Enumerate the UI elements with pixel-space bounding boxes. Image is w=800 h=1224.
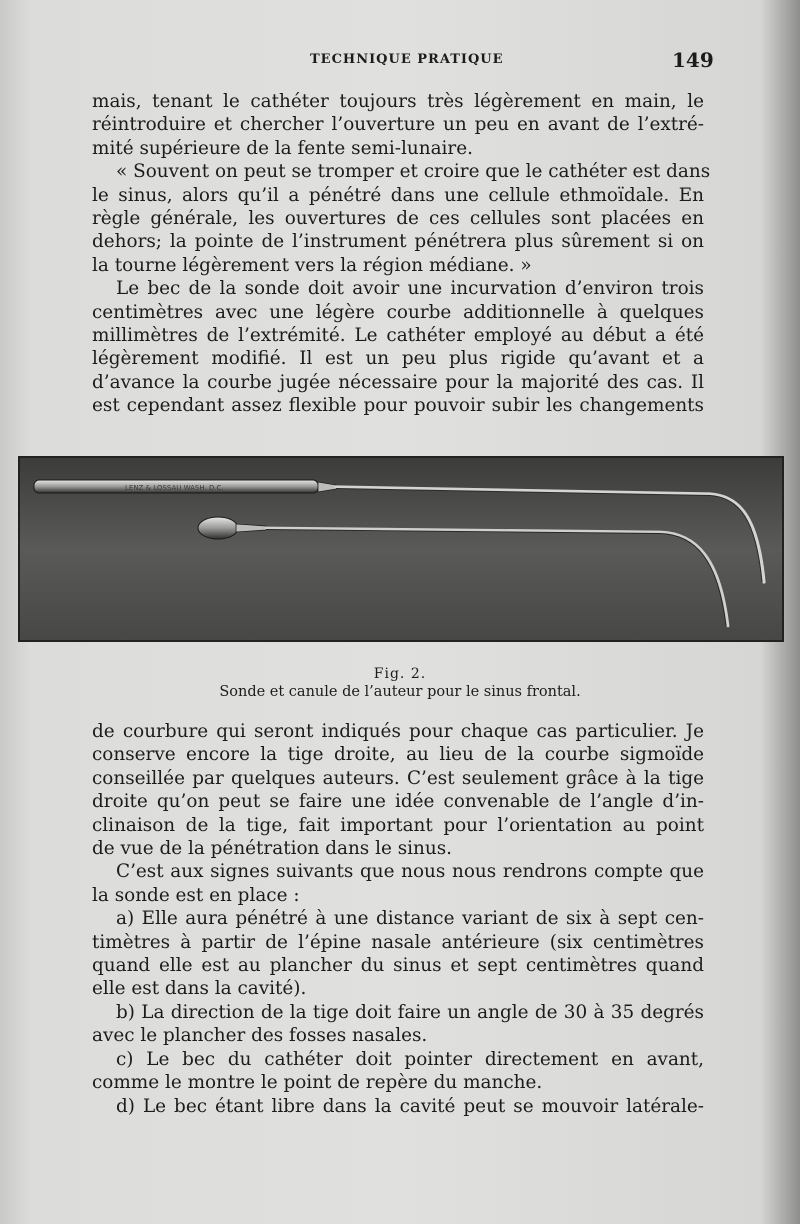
text-line: la tourne légèrement vers la région médiane. » — [92, 254, 532, 276]
text-line: mité supérieure de la fente semi-lunaire. — [92, 137, 473, 159]
text-line: elle est dans la cavité). — [92, 978, 307, 1000]
running-title: TECHNIQUE PRATIQUE — [310, 52, 504, 67]
text-line: centimètres avec une légère courbe additionnelle à quelques — [92, 301, 704, 323]
text-line: conserve encore la tige droite, au lieu de la courbe sigmoïde — [92, 744, 704, 766]
text-line: mais, tenant le cathéter toujours très légèrement en main, le — [92, 91, 704, 112]
text-line: avec le plancher des fosses nasales. — [92, 1025, 428, 1047]
text-line: de vue de la pénétration dans le sinus. — [92, 838, 452, 860]
text-line: millimètres de l’extrémité. Le cathéter employé au début a été — [92, 325, 704, 347]
page-number: 149 — [672, 48, 714, 72]
text-line: le sinus, alors qu’il a pénétré dans une cellule ethmoïdale. En — [92, 184, 704, 206]
body-text-top — [92, 90, 711, 418]
text-line: est cependant assez flexible pour pouvoir subir les changements — [92, 395, 704, 417]
text-line: la sonde est en place : — [92, 884, 300, 906]
text-line: c) Le bec du cathéter doit pointer directement en avant, — [116, 1048, 704, 1070]
text-line: Le bec de la sonde doit avoir une incurvation d’environ trois — [116, 278, 704, 300]
figure-label: Fig. 2. — [373, 666, 427, 682]
body-text-bottom — [92, 720, 704, 1118]
text-line: C’est aux signes suivants que nous nous rendrons compte que — [116, 861, 704, 883]
text-line: réintroduire et chercher l’ouverture un peu en avant de l’extré- — [92, 114, 704, 136]
text-line: d’avance la courbe jugée nécessaire pour la majorité des cas. Il — [92, 371, 704, 393]
handle-engraving: LENZ & LOSSAU WASH. D.C. — [125, 484, 224, 492]
text-line: règle générale, les ouvertures de ces cellules sont placées en — [92, 208, 704, 230]
page-header — [0, 50, 800, 74]
text-line: timètres à partir de l’épine nasale antérieure (six centimètres — [92, 931, 704, 953]
text-line: droite qu’on peut se faire une idée convenable de l’angle d’in- — [92, 791, 704, 813]
text-line: clinaison de la tige, fait important pour l’orientation au point — [92, 814, 704, 836]
figure-caption: Sonde et canule de l’auteur pour le sinus frontal. — [219, 684, 581, 700]
text-line: a) Elle aura pénétré à une distance variant de six à sept cen- — [116, 908, 704, 930]
text-line: de courbure qui seront indiqués pour chaque cas particulier. Je — [92, 721, 704, 742]
text-line: conseillée par quelques auteurs. C’est seulement grâce à la tige — [92, 767, 704, 789]
text-line: comme le montre le point de repère du manche. — [92, 1072, 543, 1094]
text-line: d) Le bec étant libre dans la cavité peut se mouvoir latérale- — [116, 1095, 704, 1117]
text-line: b) La direction de la tige doit faire un angle de 30 à 35 degrés — [116, 1001, 704, 1023]
cannula-knob — [198, 517, 238, 539]
instruments-illustration — [20, 458, 782, 640]
text-line: légèrement modifié. Il est un peu plus rigide qu’avant et a — [92, 348, 704, 370]
text-line: quand elle est au plancher du sinus et sept centimètres quand — [92, 955, 704, 977]
text-line: dehors; la pointe de l’instrument pénétrera plus sûrement si on — [92, 231, 704, 253]
text-line: « Souvent on peut se tromper et croire que le cathéter est dans — [116, 161, 711, 183]
figure-instruments-photo — [18, 456, 784, 642]
